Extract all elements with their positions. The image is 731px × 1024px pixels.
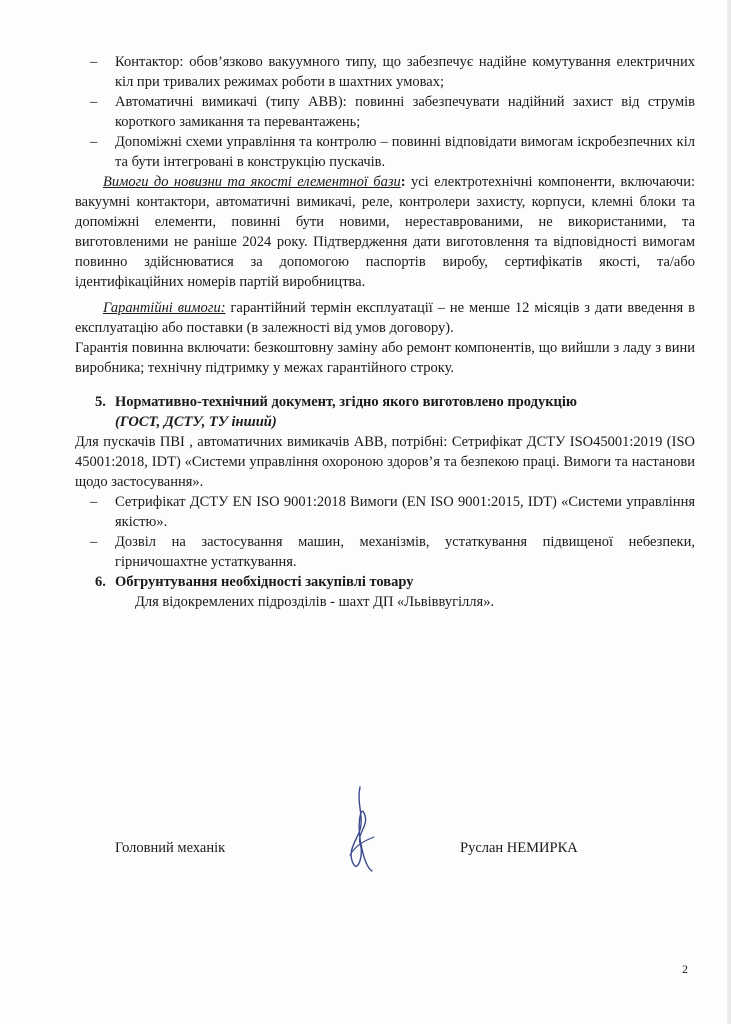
list-item [75,532,695,572]
signer-name: Руслан НЕМИРКА [460,840,578,856]
page-number: 2 [682,962,688,976]
list-item-text: Автоматичні вимикачі (типу ABB): повинні забезпечувати надійний захист від струмів короткого замикання та перевантажень; [115,94,695,130]
document-body [75,52,695,612]
list-item [75,132,695,172]
novelty-colon: : [400,174,406,190]
section-5-subtitle: (ГОСТ, ДСТУ, ТУ інший) [115,414,277,430]
section-title: Обгрунтування необхідності закупівлі товару [115,574,414,590]
bullet-marker: – [90,134,98,150]
section-number: 5. [95,394,106,410]
section-number: 6. [95,574,106,590]
warranty-paragraph [75,298,695,338]
section-5-heading [75,392,695,412]
warranty-paragraph-2: Гарантія повинна включати: безкоштовну заміну або ремонт компонентів, що вийшли з ладу з вини виробника; технічну підтримку у межах гарантійного строку. [75,340,695,376]
list-item [75,92,695,132]
bullet-marker: – [90,534,98,550]
list-item-text: Сетрифікат ДСТУ EN ISO 9001:2018 Вимоги (EN ISO 9001:2015, IDT) «Системи управління якістю». [115,494,695,530]
section-title: Нормативно-технічний документ, згідно якого виготовлено продукцію [115,394,578,410]
handwritten-signature [330,785,390,875]
bullet-marker: – [90,94,98,110]
list-item-text: Допоміжні схеми управління та контролю – повинні відповідати вимогам іскробезпечних кіл та бути інтегровані в конструкцію пускачів. [115,134,695,170]
section-6-text: Для відокремлених підрозділів - шахт ДП «Львіввугілля». [135,594,495,610]
novelty-text: усі електротехнічні компоненти, включаючи: вакуумні контактори, автоматичні вимикачі, реле, контролери захисту, корпуси, клемні блоки та допоміжні елементи, повинні бути новими, нереставрованими, не використаними, та виготовленими не раніше 2024 року. Підтвердження дати виготовлення та відповідності вимогам повинно здійснюватися за допомогою паспортів виробу, сертифікатів якості, та/або ідентифікаційних номерів партій виробництва. [75,174,695,290]
list-item-text: Контактор: обов’язково вакуумного типу, що забезпечує надійне комутування електричних кіл при тривалих режимах роботи в шахтних умовах; [115,54,695,90]
list-item [75,52,695,92]
novelty-paragraph [75,172,695,292]
section-6-heading [75,572,695,592]
signature-block [0,830,731,910]
list-item-text: Дозвіл на застосування машин, механізмів, устаткування підвищеної небезпеки, гірничошахтне устаткування. [115,534,695,570]
section-5-text: Для пускачів ПВІ , автоматичних вимикачів ABB, потрібні: Сетрифікат ДСТУ ISO45001:2019 (ISO 45001:2018, IDT) «Системи управління охороною здоров’я та безпекою праці. Вимоги та настанови щодо застосування». [75,434,695,490]
novelty-label: Вимоги до новизни та якості елементної бази [103,174,401,190]
warranty-label: Гарантійні вимоги: [103,300,226,316]
list-item [75,492,695,532]
signer-position: Головний механік [115,840,226,856]
bullet-marker: – [90,54,98,70]
bullet-marker: – [90,494,98,510]
warranty-text: гарантійний термін експлуатації – не менше 12 місяців з дати введення в експлуатацію або поставки (в залежності від умов договору). [75,300,696,336]
